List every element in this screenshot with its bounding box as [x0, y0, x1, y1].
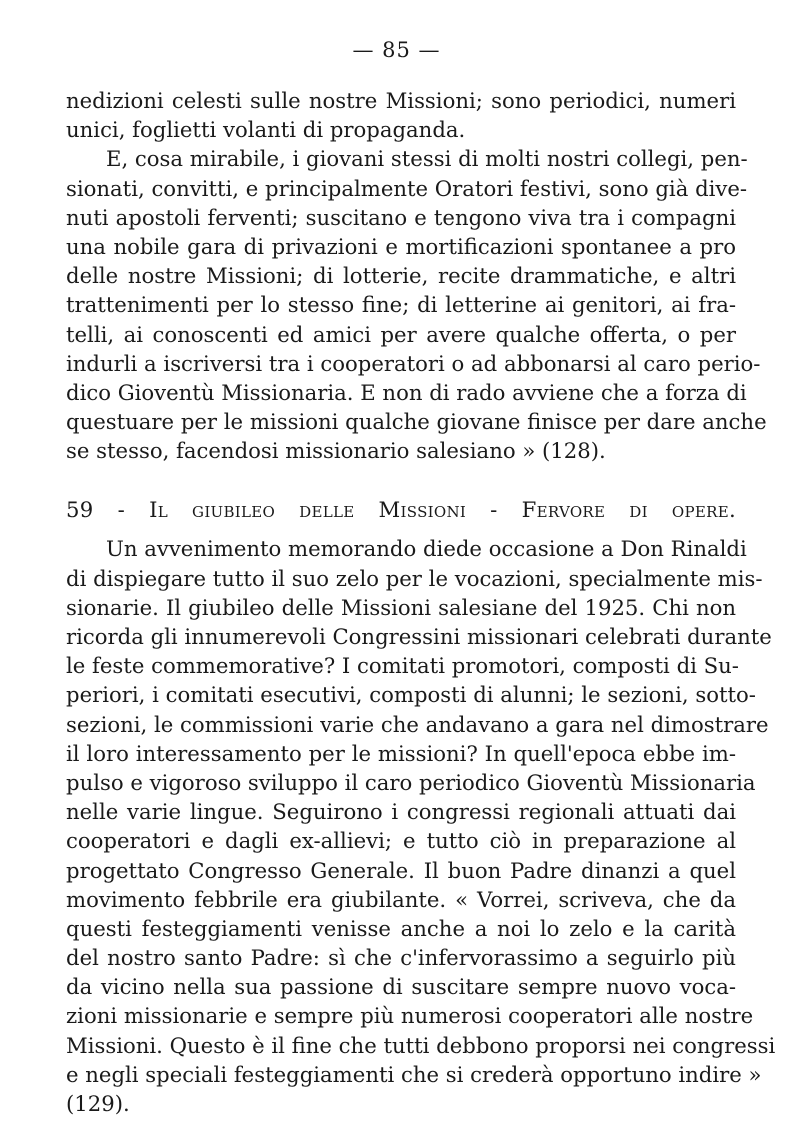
text-line: telli, ai conoscenti ed amici per avere qualche offerta, o per	[66, 321, 736, 347]
text-line: una nobile gara di privazioni e mortificazioni spontanee a pro	[66, 233, 736, 259]
text-line: (129).	[66, 1091, 130, 1116]
paragraph	[66, 534, 776, 1118]
text-line: movimento febbrile era giubilante. « Vorrei, scriveva, che da	[66, 886, 736, 912]
paragraph-continued	[66, 86, 736, 144]
text-line: dico Gioventù Missionaria. E non di rado avviene che a forza di	[66, 379, 747, 405]
text-line: nelle varie lingue. Seguirono i congressi regionali attuati dai	[66, 799, 736, 825]
text-line: Un avvenimento memorando diede occasione a Don Rinaldi	[106, 536, 747, 562]
text-line: unici, foglietti volanti di propaganda.	[66, 117, 466, 143]
text-line: indurli a iscriversi tra i cooperatori o ad abbonarsi al caro perio-	[66, 350, 761, 376]
text-line: sionarie. Il giubileo delle Missioni salesiane del 1925. Chi non	[66, 594, 736, 620]
text-line: di dispiegare tutto il suo zelo per le vocazioni, specialmente mis-	[66, 565, 763, 591]
text-line: sezioni, le commissioni varie che andavano a gara nel dimostrare	[66, 711, 769, 737]
text-line: progettato Congresso Generale. Il buon Padre dinanzi a quel	[66, 857, 736, 883]
text-line: nedizioni celesti sulle nostre Missioni; sono periodici, numeri	[66, 88, 736, 113]
page-body	[66, 86, 776, 1118]
text-line: delle nostre Missioni; di lotterie, recite drammatiche, e altri	[66, 263, 736, 289]
text-line: E, cosa mirabile, i giovani stessi di molti nostri collegi, pen-	[106, 146, 748, 172]
text-line: le feste commemorative? I comitati promotori, composti di Su-	[66, 653, 739, 679]
text-line: cooperatori e dagli ex-allievi; e tutto ciò in preparazione al	[66, 828, 736, 854]
text-line: pulso e vigoroso sviluppo il caro periodico Gioventù Missionaria	[66, 769, 756, 795]
text-line: da vicino nella sua passione di suscitare sempre nuovo voca-	[66, 974, 736, 1000]
text-line: questuare per le missioni qualche giovane finisce per dare anche	[66, 409, 767, 435]
text-line: se stesso, facendosi missionario salesiano » (128).	[66, 438, 606, 464]
paragraph	[66, 144, 767, 465]
text-line: ricorda gli innumerevoli Congressini missionari celebrati durante	[66, 624, 772, 649]
section-heading: 59 - Il giubileo delle Missioni - Fervore di opere.	[66, 497, 736, 523]
text-line: del nostro santo Padre: sì che c'infervorassimo a seguirlo più	[66, 945, 736, 971]
text-line: questi festeggiamenti venisse anche a noi lo zelo e la carità	[66, 915, 736, 941]
text-line: Missioni. Questo è il fine che tutti debbono proporsi nei congressi	[66, 1032, 776, 1058]
page-number: — 85 —	[352, 38, 441, 62]
text-line: nuti apostoli ferventi; suscitano e tengono viva tra i compagni	[66, 204, 736, 230]
text-line: il loro interessamento per le missioni? In quell'epoca ebbe im-	[66, 740, 736, 766]
text-line: trattenimenti per lo stesso fine; di letterine ai genitori, ai fra-	[66, 292, 736, 318]
text-line: periori, i comitati esecutivi, composti di alunni; le sezioni, sotto-	[66, 682, 756, 708]
text-line: sionati, convitti, e principalmente Oratori festivi, sono già dive-	[66, 175, 748, 201]
text-line: e negli speciali festeggiamenti che si crederà opportuno indire »	[66, 1061, 762, 1087]
text-line: zioni missionarie e sempre più numerosi cooperatori alle nostre	[66, 1003, 754, 1029]
